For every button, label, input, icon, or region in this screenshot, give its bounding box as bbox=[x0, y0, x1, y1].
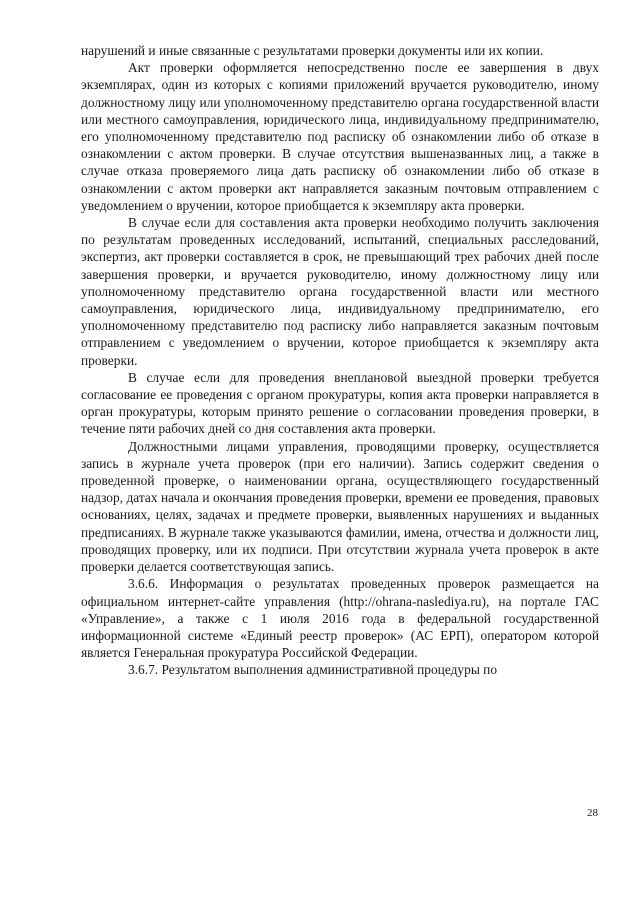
paragraph: Акт проверки оформляется непосредственно после ее завершения в двух экземплярах, один из которых с копиями приложений вручается руководителю, иному должностному лицу или уполномоченному представителю органа государственной власти или местного самоуправления, юридического лица, индивидуальному предпринимателю, его уполномоченному представителю под расписку об ознакомлении либо об отказе в ознакомлении с актом проверки. В случае отсутствия вышеназванных лиц, а также в случае отказа проверяемого лица дать расписку об ознакомлении либо об отказе в ознакомлении с актом проверки акт направляется заказным почтовым отправлением с уведомлением о вручении, которое приобщается к экземпляру акта проверки. bbox=[81, 60, 599, 213]
paragraph: 3.6.6. Информация о результатах проведенных проверок размещается на официальном интернет-сайте управления (http://ohrana-naslediya.ru), на портале ГАС «Управление», а также с 1 июля 2016 года в федеральной государственной информационной системе «Единый реестр проверок» (АС ЕРП), оператором которой является Генеральная прокуратура Российской Федерации. bbox=[81, 576, 599, 661]
paragraph: В случае если для проведения внеплановой выездной проверки требуется согласование ее проведения с органом прокуратуры, копия акта проверки направляется в орган прокуратуры, которым принято решение о согласовании проведения проверки, в течение пяти рабочих дней со дня составления акта проверки. bbox=[81, 369, 599, 437]
document-body bbox=[81, 42, 599, 679]
paragraph: нарушений и иные связанные с результатами проверки документы или их копии. bbox=[81, 43, 544, 58]
paragraph: Должностными лицами управления, проводящими проверку, осуществляется запись в журнале учета проверок (при его наличии). Запись содержит сведения о проведенной проверке, о наименовании органа, осуществляющего государственный надзор, датах начала и окончания проведения проверки, времени ее проведения, правовых основаниях, целях, задачах и предмете проверки, выявленных нарушениях и выданных предписаниях. В журнале также указываются фамилии, имена, отчества и должности лиц, проводящих проверку, или их подписи. При отсутствии журнала учета проверок в акте проверки делается соответствующая запись. bbox=[81, 438, 599, 575]
paragraph: В случае если для составления акта проверки необходимо получить заключения по результатам проведенных исследований, испытаний, специальных расследований, экспертиз, акт проверки составляется в срок, не превышающий трех рабочих дней после завершения проверки, и вручается руководителю, иному должностному лицу или уполномоченному представителю органа государственной власти или местного самоуправления, юридического лица, индивидуальному предпринимателю, его уполномоченному представителю под расписку либо направляется заказным почтовым отправлением с уведомлением о вручении, которое приобщается к экземпляру акта проверки. bbox=[81, 215, 599, 368]
paragraph: 3.6.7. Результатом выполнения административной процедуры по bbox=[128, 662, 498, 678]
page-number: 28 bbox=[587, 807, 598, 819]
